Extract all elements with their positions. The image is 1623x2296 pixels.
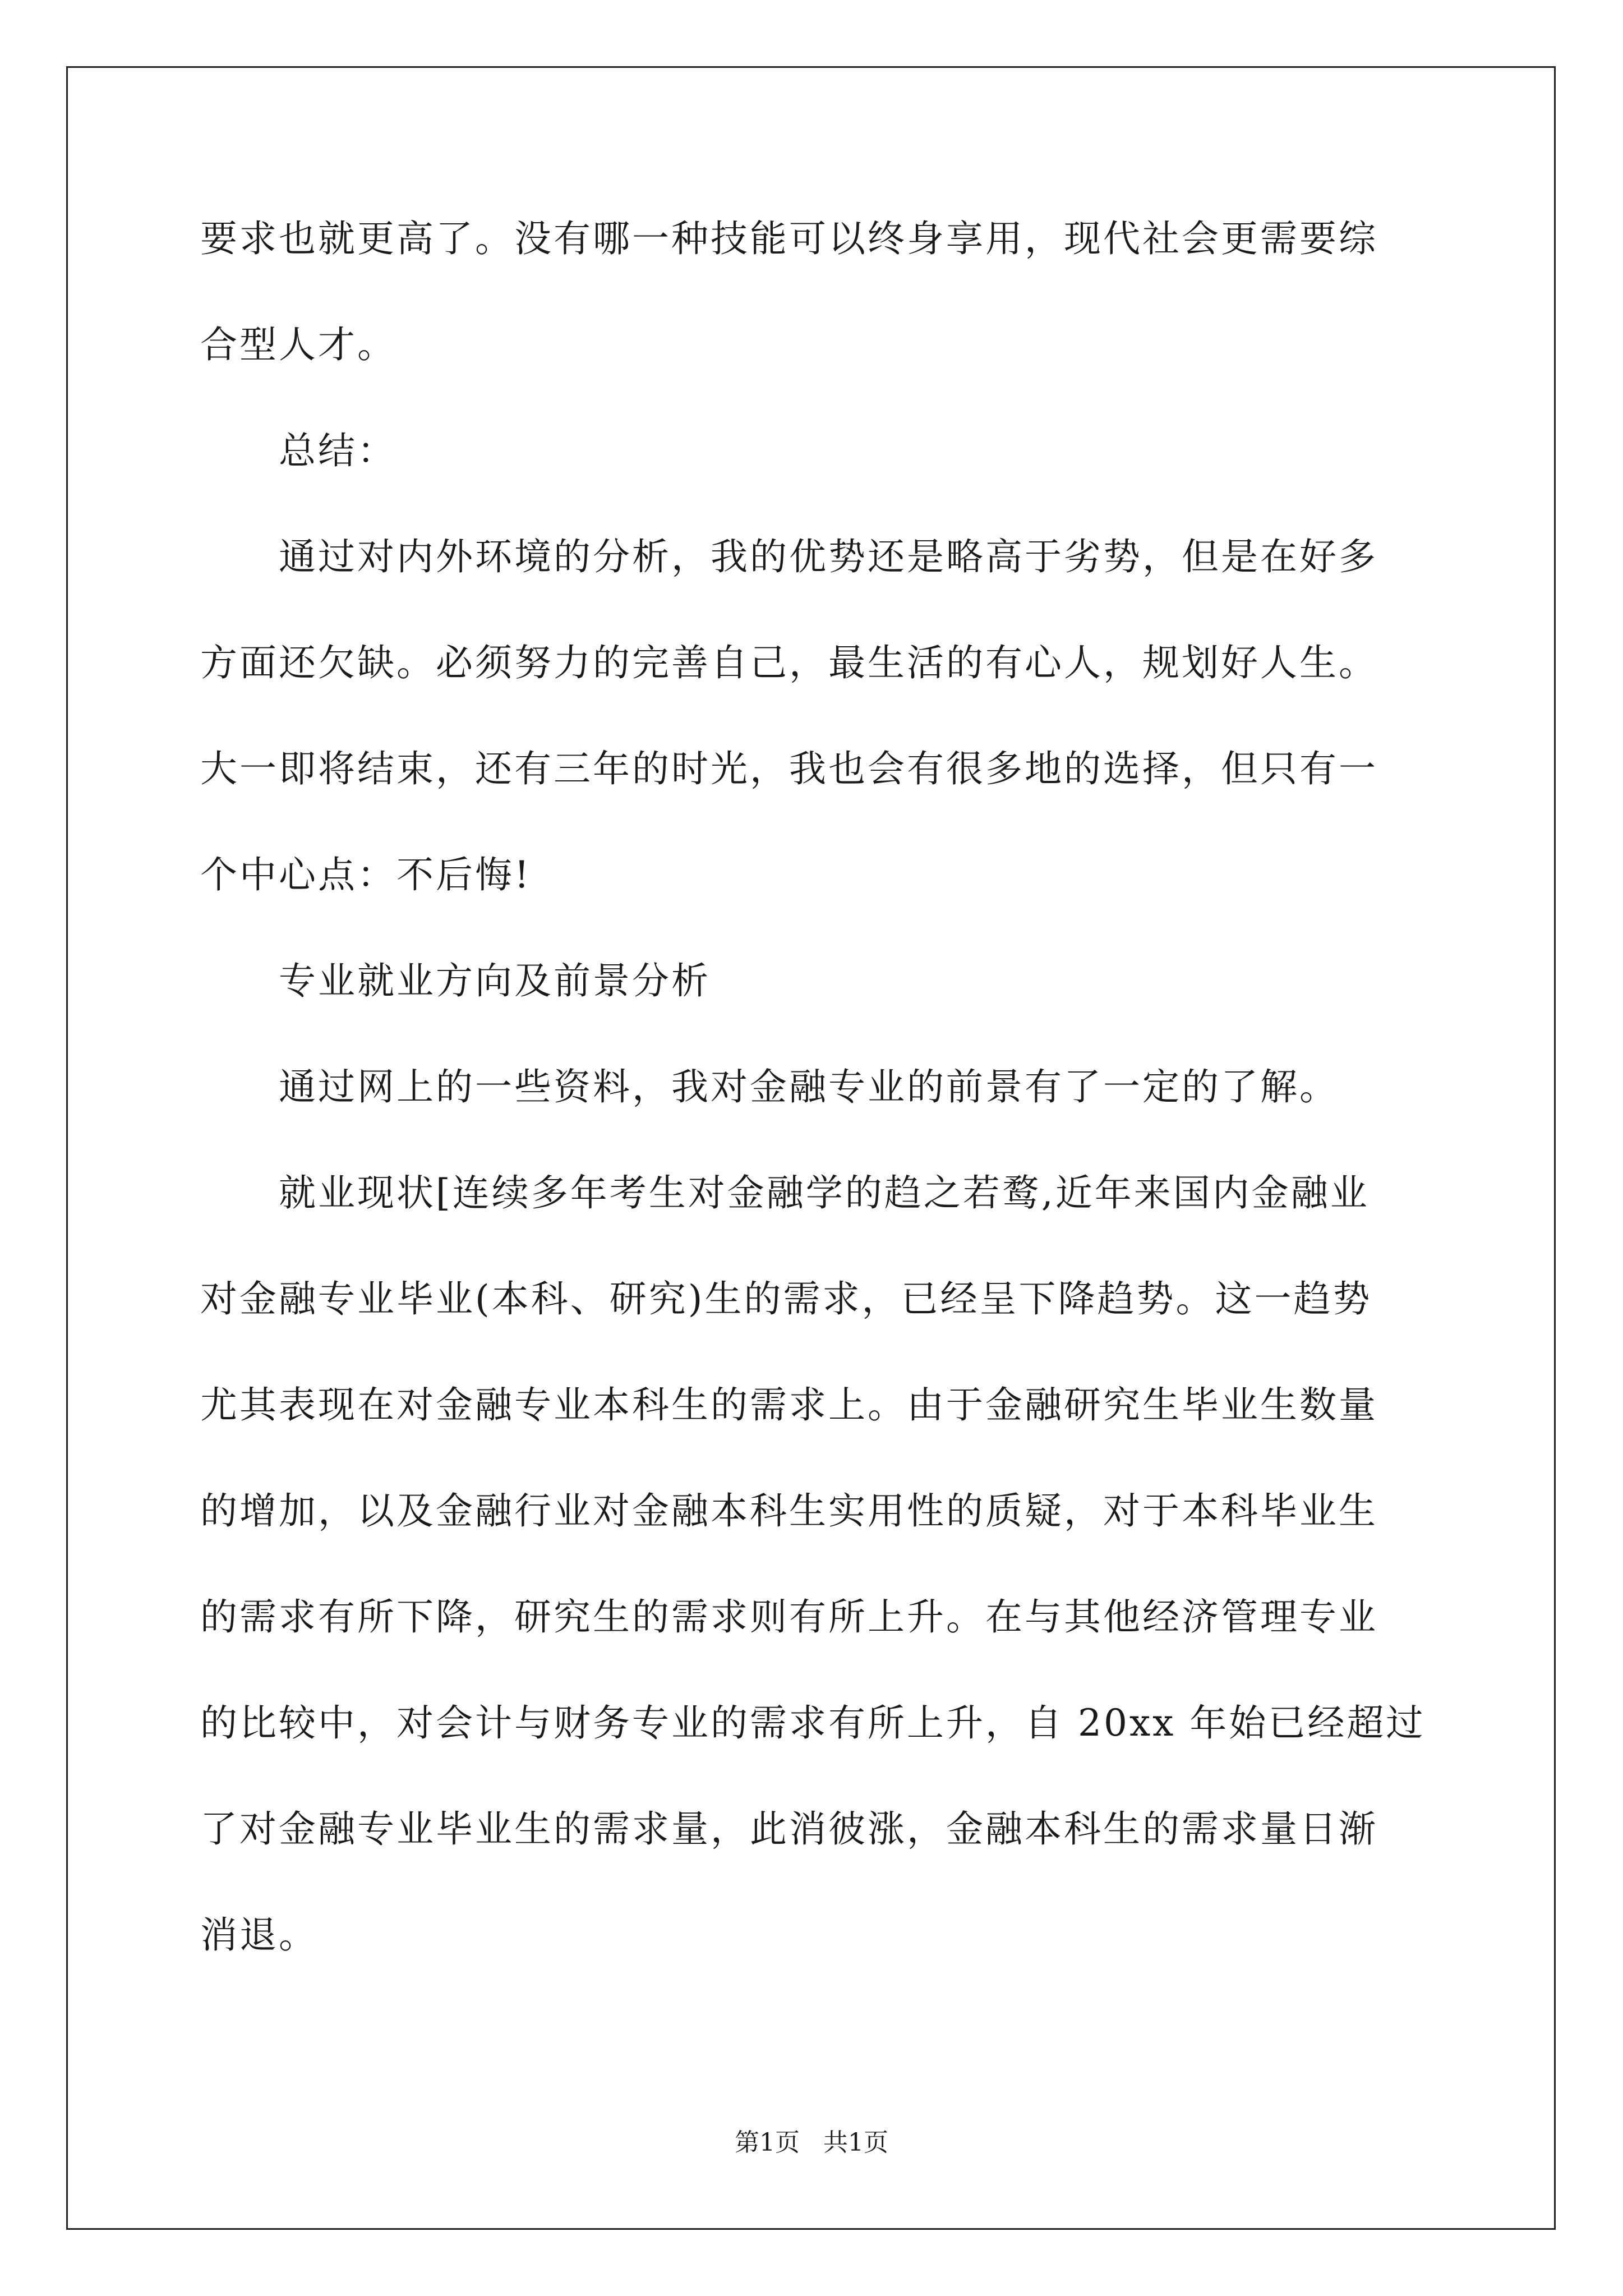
paragraph-line: 总结： [279, 429, 396, 472]
paragraph-line: 的比较中，对会计与财务专业的需求有所上升，自 20xx 年始已经超过 [200, 1701, 1426, 1745]
document-body [200, 213, 1428, 2016]
paragraph-line: 对金融专业毕业(本科、研究)生的需求，已经呈下降趋势。这一趋势 [200, 1277, 1372, 1320]
paragraph-line: 就业现状[连续多年考生对金融学的趋之若鹜,近年来国内金融业 [279, 1171, 1370, 1214]
paragraph-line: 的需求有所下降，研究生的需求则有所上升。在与其他经济管理专业 [200, 1595, 1378, 1639]
paragraph-line: 通过网上的一些资料，我对金融专业的前景有了一定的了解。 [279, 1065, 1339, 1108]
paragraph-line: 的增加，以及金融行业对金融本科生实用性的质疑，对于本科毕业生 [200, 1489, 1378, 1533]
paragraph-line: 专业就业方向及前景分析 [279, 959, 711, 1002]
paragraph-line: 合型人才。 [200, 323, 396, 366]
paragraph-line: 消退。 [200, 1913, 318, 1957]
paragraph-line: 尤其表现在对金融专业本科生的需求上。由于金融研究生毕业生数量 [200, 1383, 1378, 1427]
paragraph-line: 要求也就更高了。没有哪一种技能可以终身享用，现代社会更需要综 [200, 217, 1378, 260]
paragraph-line: 大一即将结束，还有三年的时光，我也会有很多地的选择，但只有一 [200, 747, 1378, 790]
paragraph-line: 了对金融专业毕业生的需求量，此消彼涨，金融本科生的需求量日渐 [200, 1807, 1378, 1851]
paragraph-line: 个中心点：不后悔! [200, 853, 532, 896]
paragraph-line: 方面还欠缺。必须努力的完善自己，最生活的有心人，规划好人生。 [200, 641, 1378, 684]
paragraph-line: 通过对内外环境的分析，我的优势还是略高于劣势，但是在好多 [279, 535, 1378, 578]
page-footer: 第1页 共1页 [735, 2128, 888, 2157]
